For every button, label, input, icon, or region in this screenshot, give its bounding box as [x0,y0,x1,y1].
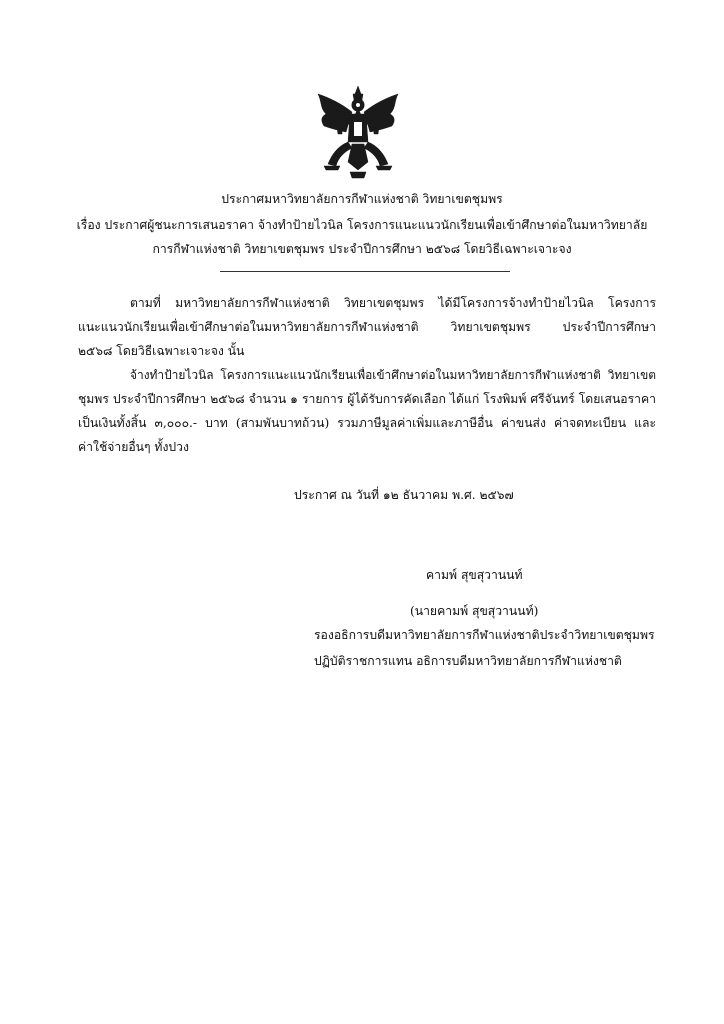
announcement-title: ประกาศมหาวิทยาลัยการกีฬาแห่งชาติ วิทยาเขตชุมพร [221,192,503,206]
garuda-emblem-icon [312,84,404,184]
paragraph-2-line-2: ชุมพร ประจำปีการศึกษา ๒๕๖๘ จำนวน ๑ รายการ ผู้ได้รับการคัดเลือก ได้แก่ โรงพิมพ์ ศรีจันทร์ โดยเสนอราคา [78,392,656,406]
paragraph-1-line-1: ตามที่ มหาวิทยาลัยการกีฬาแห่งชาติ วิทยาเขตชุมพร ได้มีโครงการจ้างทำป้ายไวนิล โครงการ [130,296,656,310]
title-divider [220,271,510,272]
signer-position-line-1: รองอธิการบดีมหาวิทยาลัยการกีฬาแห่งชาติประจำวิทยาเขตชุมพร [314,628,655,642]
signer-printed-name: (นายคามพ์ สุขสุวานนท์) [410,604,539,618]
paragraph-2-line-4: ค่าใช้จ่ายอื่นๆ ทั้งปวง [78,440,189,454]
subject-line-2: การกีฬาแห่งชาติ วิทยาเขตชุมพร ประจำปีการศึกษา ๒๕๖๘ โดยวิธีเฉพาะเจาะจง [152,242,572,256]
paragraph-1-line-3: ๒๕๖๘ โดยวิธีเฉพาะเจาะจง นั้น [78,344,245,358]
signature-name: คามพ์ สุขสุวานนท์ [426,568,523,582]
signer-position-line-2: ปฏิบัติราชการแทน อธิการบดีมหาวิทยาลัยการกีฬาแห่งชาติ [314,654,622,668]
paragraph-1-line-2: แนะแนวนักเรียนเพื่อเข้าศึกษาต่อในมหาวิทยาลัยการกีฬาแห่งชาติ วิทยาเขตชุมพร ประจำปีการศึกษา [78,320,656,334]
announcement-date: ประกาศ ณ วันที่ ๑๒ ธันวาคม พ.ศ. ๒๕๖๗ [294,488,514,502]
subject-line-1: เรื่อง ประกาศผู้ชนะการเสนอราคา จ้างทำป้ายไวนิล โครงการแนะแนวนักเรียนเพื่อเข้าศึกษาต่อในมหาวิทยาลัย [76,218,648,232]
paragraph-2-line-1: จ้างทำป้ายไวนิล โครงการแนะแนวนักเรียนเพื่อเข้าศึกษาต่อในมหาวิทยาลัยการกีฬาแห่งชาติ วิทยาเขต [130,368,656,382]
paragraph-2-line-3: เป็นเงินทั้งสิ้น ๓,๐๐๐.- บาท (สามพันบาทถ้วน) รวมภาษีมูลค่าเพิ่มและภาษีอื่น ค่าขนส่ง ค่าจดทะเบียน และ [78,416,656,430]
